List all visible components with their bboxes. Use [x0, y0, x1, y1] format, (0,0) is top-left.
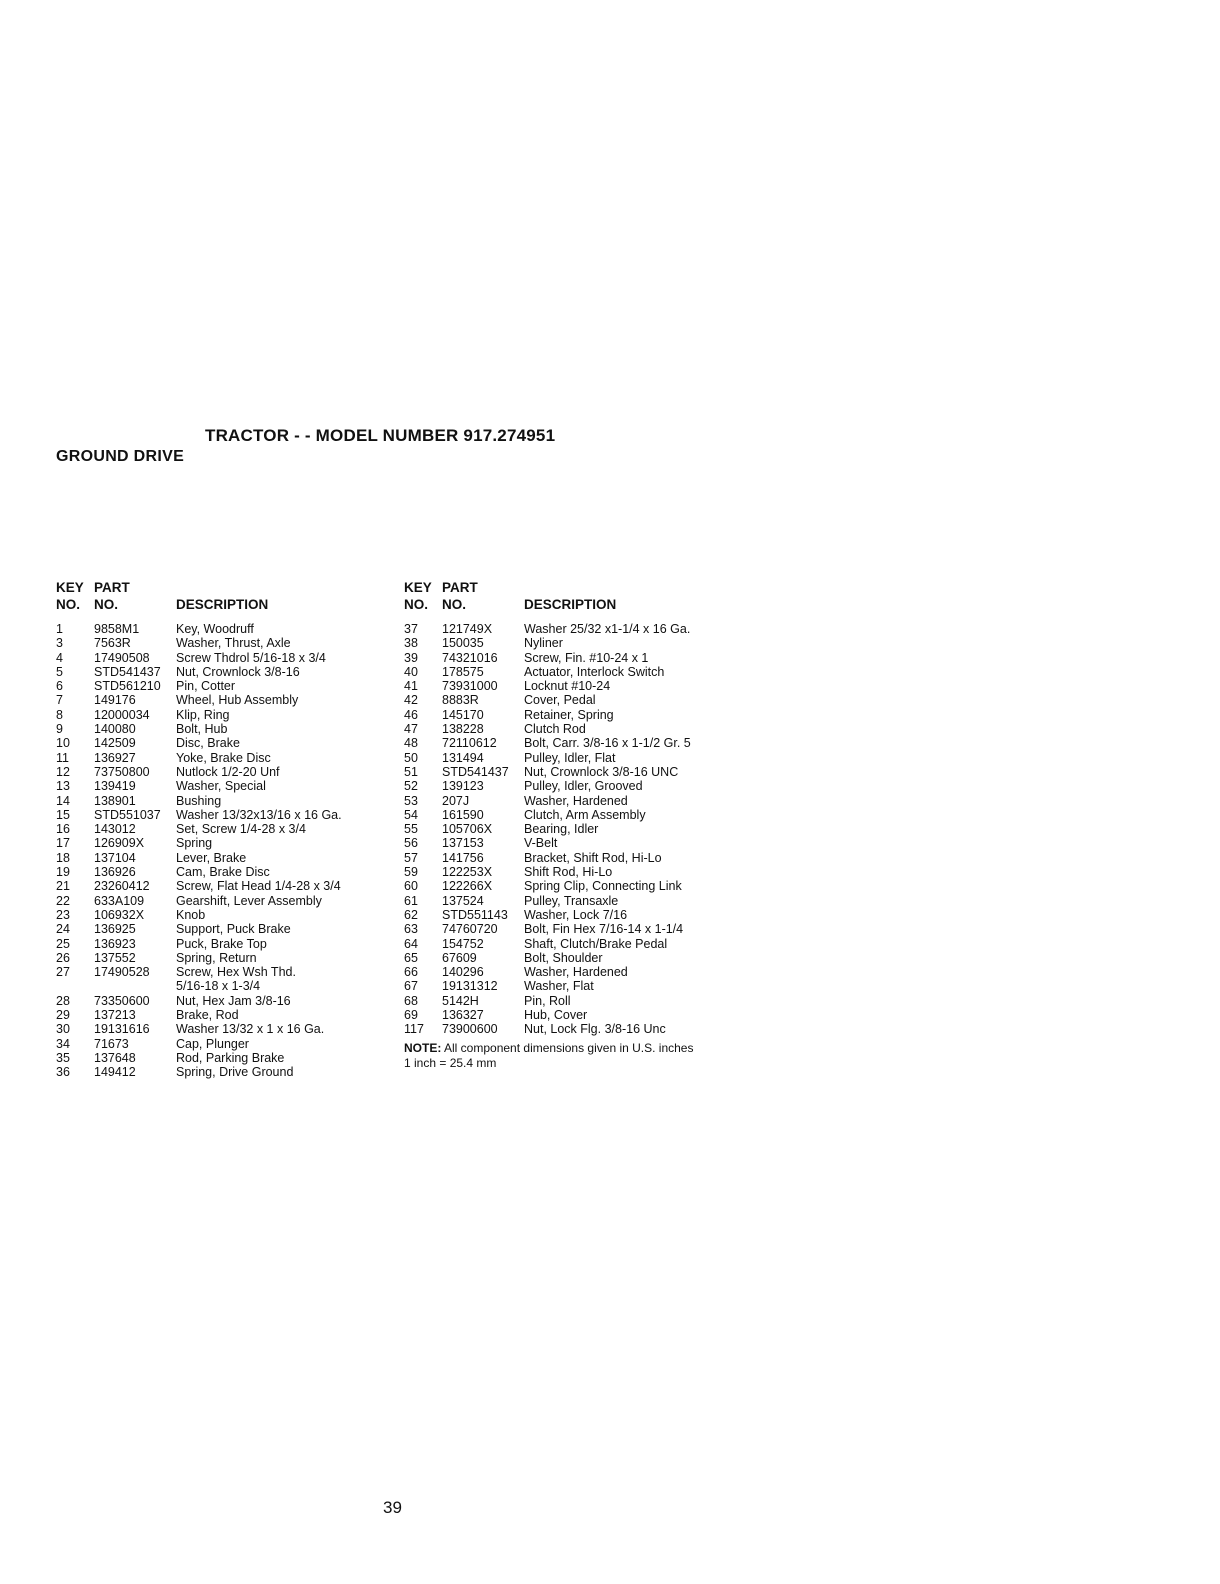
key-no-cell: 38 — [404, 636, 418, 651]
note — [404, 1041, 693, 1071]
part-no-cell: 137153 — [442, 836, 484, 851]
description-cell: Clutch, Arm Assembly — [524, 807, 646, 822]
part-no-cell: 71673 — [94, 1036, 129, 1051]
header-part: PART — [442, 580, 478, 595]
part-no-cell: 149412 — [94, 1065, 136, 1080]
description-cell: Spring, Drive Ground — [176, 1065, 294, 1080]
part-no-cell: 178575 — [442, 664, 484, 679]
description-cell: Washer, Special — [176, 779, 266, 794]
description-cell: Klip, Ring — [176, 707, 230, 722]
description-cell: Cap, Plunger — [176, 1036, 249, 1051]
part-no-cell: 140080 — [94, 722, 136, 737]
table-row — [404, 651, 693, 665]
part-no-cell: 12000034 — [94, 707, 150, 722]
description-cell: Lever, Brake — [176, 850, 247, 865]
parts-list-right — [404, 622, 693, 1037]
description-cell: Bolt, Carr. 3/8-16 x 1-1/2 Gr. 5 — [524, 736, 691, 751]
key-no-cell: 50 — [404, 750, 418, 765]
table-row — [404, 822, 693, 836]
description-cell: Screw, Fin. #10-24 x 1 — [524, 650, 649, 665]
header-part: PART — [94, 580, 130, 595]
header-key: KEY — [404, 580, 432, 595]
key-no-cell: 68 — [404, 993, 418, 1008]
description-cell: Pulley, Transaxle — [524, 893, 619, 908]
part-no-cell: 154752 — [442, 936, 484, 951]
table-row — [404, 794, 693, 808]
part-no-cell: STD551037 — [94, 807, 161, 822]
description-cell: Knob — [176, 907, 206, 922]
description-cell: Washer, Hardened — [524, 793, 628, 808]
part-no-cell: 74760720 — [442, 922, 498, 937]
key-no-cell: 23 — [56, 907, 70, 922]
key-no-cell: 8 — [56, 707, 63, 722]
description-cell: 5/16-18 x 1-3/4 — [176, 979, 261, 994]
table-row — [404, 722, 693, 736]
part-no-cell: STD541437 — [94, 664, 161, 679]
note-text: All component dimensions given in U.S. inches — [444, 1040, 694, 1055]
key-no-cell: 65 — [404, 950, 418, 965]
part-no-cell: 5142H — [442, 993, 479, 1008]
part-no-cell: 149176 — [94, 693, 136, 708]
description-cell: Bolt, Hub — [176, 722, 228, 737]
description-cell: Rod, Parking Brake — [176, 1050, 285, 1065]
key-no-cell: 29 — [56, 1008, 70, 1023]
description-cell: V-Belt — [524, 836, 558, 851]
table-row — [404, 879, 693, 893]
part-no-cell: 207J — [442, 793, 470, 808]
table-row — [404, 765, 693, 779]
key-no-cell: 19 — [56, 865, 70, 880]
key-no-cell: 4 — [56, 650, 63, 665]
description-cell: Shift Rod, Hi-Lo — [524, 865, 613, 880]
description-cell: Brake, Rod — [176, 1008, 239, 1023]
key-no-cell: 27 — [56, 965, 70, 980]
key-no-cell: 53 — [404, 793, 418, 808]
part-no-cell: STD541437 — [442, 764, 509, 779]
page-number: 39 — [383, 1498, 402, 1517]
key-no-cell: 7 — [56, 693, 63, 708]
table-row — [404, 1008, 693, 1022]
part-no-cell: 140296 — [442, 965, 484, 980]
part-no-cell: 106932X — [94, 907, 145, 922]
key-no-cell: 51 — [404, 764, 418, 779]
part-no-cell: 137104 — [94, 850, 136, 865]
key-no-cell: 3 — [56, 636, 63, 651]
table-row — [404, 908, 693, 922]
key-no-cell: 37 — [404, 622, 418, 636]
table-row — [404, 779, 693, 793]
part-no-cell: 122266X — [442, 879, 493, 894]
part-no-cell: 8883R — [442, 693, 479, 708]
description-cell: Locknut #10-24 — [524, 679, 611, 694]
key-no-cell: 34 — [56, 1036, 70, 1051]
part-no-cell: 137213 — [94, 1008, 136, 1023]
description-cell: Key, Woodruff — [176, 622, 254, 636]
key-no-cell: 40 — [404, 664, 418, 679]
description-cell: Bolt, Fin Hex 7/16-14 x 1-1/4 — [524, 922, 684, 937]
key-no-cell: 60 — [404, 879, 418, 894]
key-no-cell: 15 — [56, 807, 70, 822]
description-cell: Spring, Return — [176, 950, 257, 965]
key-no-cell: 26 — [56, 950, 70, 965]
key-no-cell: 46 — [404, 707, 418, 722]
key-no-cell: 5 — [56, 664, 63, 679]
description-cell: Nut, Lock Flg. 3/8-16 Unc — [524, 1022, 666, 1037]
part-no-cell: 67609 — [442, 950, 477, 965]
key-no-cell: 41 — [404, 679, 418, 694]
key-no-cell: 9 — [56, 722, 63, 737]
table-row — [404, 979, 693, 993]
description-cell: Pulley, Idler, Grooved — [524, 779, 643, 794]
key-no-cell: 55 — [404, 822, 418, 837]
key-no-cell: 16 — [56, 822, 70, 837]
part-no-cell: 19131312 — [442, 979, 498, 994]
description-cell: Set, Screw 1/4-28 x 3/4 — [176, 822, 306, 837]
key-no-cell: 67 — [404, 979, 418, 994]
key-no-cell: 18 — [56, 850, 70, 865]
key-no-cell: 54 — [404, 807, 418, 822]
key-no-cell: 35 — [56, 1050, 70, 1065]
key-no-cell: 30 — [56, 1022, 70, 1037]
key-no-cell: 13 — [56, 779, 70, 794]
description-cell: Gearshift, Lever Assembly — [176, 893, 322, 908]
description-cell: Nut, Hex Jam 3/8-16 — [176, 993, 291, 1008]
header-key: KEY — [56, 580, 84, 595]
description-cell: Screw, Hex Wsh Thd. — [176, 965, 296, 980]
table-row — [404, 922, 693, 936]
header-part-no: NO. — [94, 597, 119, 612]
key-no-cell: 52 — [404, 779, 418, 794]
key-no-cell: 22 — [56, 893, 70, 908]
key-no-cell: 48 — [404, 736, 418, 751]
part-no-cell: 136327 — [442, 1008, 484, 1023]
key-no-cell: 63 — [404, 922, 418, 937]
description-cell: Cover, Pedal — [524, 693, 596, 708]
description-cell: Pulley, Idler, Flat — [524, 750, 616, 765]
key-no-cell: 36 — [56, 1065, 70, 1080]
part-no-cell: 137648 — [94, 1050, 136, 1065]
part-no-cell: 136926 — [94, 865, 136, 880]
key-no-cell: 25 — [56, 936, 70, 951]
description-cell: Nut, Crownlock 3/8-16 UNC — [524, 764, 679, 779]
key-no-cell: 10 — [56, 736, 70, 751]
description-cell: Nut, Crownlock 3/8-16 — [176, 664, 300, 679]
part-no-cell: 126909X — [94, 836, 145, 851]
table-row — [404, 665, 693, 679]
part-no-cell: 138228 — [442, 722, 484, 737]
key-no-cell: 117 — [404, 1022, 424, 1037]
table-row — [404, 965, 693, 979]
key-no-cell: 6 — [56, 679, 63, 694]
part-no-cell: 73750800 — [94, 764, 150, 779]
part-no-cell: STD561210 — [94, 679, 161, 694]
key-no-cell: 59 — [404, 865, 418, 880]
description-cell: Spring Clip, Connecting Link — [524, 879, 682, 894]
description-cell: Shaft, Clutch/Brake Pedal — [524, 936, 668, 951]
part-no-cell: 121749X — [442, 622, 493, 636]
table-row — [404, 622, 693, 636]
table-row — [404, 751, 693, 765]
part-no-cell: 73900600 — [442, 1022, 498, 1037]
part-no-cell: 136925 — [94, 922, 136, 937]
part-no-cell: 150035 — [442, 636, 484, 651]
description-cell: Clutch Rod — [524, 722, 586, 737]
header-part-no: NO. — [442, 597, 467, 612]
part-no-cell: 122253X — [442, 865, 493, 880]
table-row — [404, 894, 693, 908]
part-no-cell: 143012 — [94, 822, 136, 837]
part-no-cell: STD551143 — [442, 907, 508, 922]
part-no-cell: 9858M1 — [94, 622, 140, 636]
key-no-cell: 56 — [404, 836, 418, 851]
table-row — [404, 865, 693, 879]
key-no-cell: 21 — [56, 879, 70, 894]
key-no-cell: 11 — [56, 750, 69, 765]
description-cell: Washer 13/32x13/16 x 16 Ga. — [176, 807, 342, 822]
part-no-cell: 105706X — [442, 822, 493, 837]
description-cell: Retainer, Spring — [524, 707, 614, 722]
table-row — [404, 851, 693, 865]
key-no-cell: 14 — [56, 793, 70, 808]
header-description: DESCRIPTION — [524, 597, 617, 612]
part-no-cell: 23260412 — [94, 879, 150, 894]
key-no-cell: 17 — [56, 836, 70, 851]
description-cell: Washer 25/32 x1-1/4 x 16 Ga. — [524, 622, 691, 636]
part-no-cell: 138901 — [94, 793, 136, 808]
part-no-cell: 73350600 — [94, 993, 150, 1008]
description-cell: Bolt, Shoulder — [524, 950, 603, 965]
key-no-cell: 62 — [404, 907, 418, 922]
key-no-cell: 61 — [404, 893, 418, 908]
part-no-cell: 7563R — [94, 636, 131, 651]
part-no-cell: 72110612 — [442, 736, 497, 751]
key-no-cell: 24 — [56, 922, 70, 937]
description-cell: Pin, Roll — [524, 993, 571, 1008]
section-title: GROUND DRIVE — [56, 448, 185, 465]
part-no-cell: 19131616 — [94, 1022, 150, 1037]
description-cell: Bushing — [176, 793, 222, 808]
key-no-cell: 12 — [56, 764, 70, 779]
part-no-cell: 633A109 — [94, 893, 145, 908]
description-cell: Cam, Brake Disc — [176, 865, 270, 880]
description-cell: Wheel, Hub Assembly — [176, 693, 299, 708]
header-key-no: NO. — [56, 597, 81, 612]
description-cell: Hub, Cover — [524, 1008, 588, 1023]
part-no-cell: 74321016 — [442, 650, 498, 665]
part-no-cell: 145170 — [442, 707, 484, 722]
table-row — [404, 937, 693, 951]
description-cell: Nutlock 1/2-20 Unf — [176, 764, 280, 779]
part-no-cell: 139123 — [442, 779, 484, 794]
part-no-cell: 142509 — [94, 736, 136, 751]
key-no-cell: 42 — [404, 693, 418, 708]
part-no-cell: 136923 — [94, 936, 136, 951]
description-cell: Screw Thdrol 5/16-18 x 3/4 — [176, 650, 326, 665]
key-no-cell: 1 — [56, 622, 63, 636]
description-cell: Bearing, Idler — [524, 822, 599, 837]
table-row — [404, 1022, 693, 1036]
description-cell: Actuator, Interlock Switch — [524, 664, 665, 679]
part-no-cell: 161590 — [442, 807, 484, 822]
table-row — [404, 679, 693, 693]
description-cell: Washer, Thrust, Axle — [176, 636, 291, 651]
header-description: DESCRIPTION — [176, 597, 269, 612]
key-no-cell: 57 — [404, 850, 418, 865]
table-row — [404, 808, 693, 822]
description-cell: Washer, Lock 7/16 — [524, 907, 628, 922]
description-cell: Washer 13/32 x 1 x 16 Ga. — [176, 1022, 325, 1037]
table-header — [404, 580, 693, 614]
key-no-cell: 64 — [404, 936, 418, 951]
description-cell: Washer, Flat — [524, 979, 594, 994]
part-no-cell: 137524 — [442, 893, 484, 908]
key-no-cell: 39 — [404, 650, 418, 665]
table-row — [404, 951, 693, 965]
table-row — [404, 636, 693, 650]
note-label: NOTE: — [404, 1040, 442, 1055]
description-cell: Yoke, Brake Disc — [176, 750, 271, 765]
key-no-cell: 69 — [404, 1008, 418, 1023]
part-no-cell: 131494 — [442, 750, 484, 765]
key-no-cell: 28 — [56, 993, 70, 1008]
description-cell: Pin, Cotter — [176, 679, 236, 694]
description-cell: Support, Puck Brake — [176, 922, 291, 937]
page-title: TRACTOR - - MODEL NUMBER 917.274951 — [205, 426, 556, 445]
part-no-cell: 139419 — [94, 779, 136, 794]
part-no-cell: 17490508 — [94, 650, 150, 665]
table-row — [404, 736, 693, 750]
description-cell: Disc, Brake — [176, 736, 240, 751]
description-cell: Screw, Flat Head 1/4-28 x 3/4 — [176, 879, 341, 894]
part-no-cell: 136927 — [94, 750, 136, 765]
key-no-cell: 66 — [404, 965, 418, 980]
parts-table-right — [404, 580, 693, 1071]
description-cell: Washer, Hardened — [524, 965, 628, 980]
table-row — [404, 708, 693, 722]
part-no-cell: 17490528 — [94, 965, 150, 980]
description-cell: Spring — [176, 836, 213, 851]
description-cell: Bracket, Shift Rod, Hi-Lo — [524, 850, 662, 865]
table-row — [404, 994, 693, 1008]
description-cell: Nyliner — [524, 636, 563, 651]
header-key-no: NO. — [404, 597, 429, 612]
table-row — [404, 836, 693, 850]
description-cell: Puck, Brake Top — [176, 936, 267, 951]
note-conversion: 1 inch = 25.4 mm — [404, 1055, 497, 1070]
table-row — [404, 693, 693, 707]
part-no-cell: 73931000 — [442, 679, 498, 694]
part-no-cell: 137552 — [94, 950, 136, 965]
part-no-cell: 141756 — [442, 850, 484, 865]
key-no-cell: 47 — [404, 722, 418, 737]
